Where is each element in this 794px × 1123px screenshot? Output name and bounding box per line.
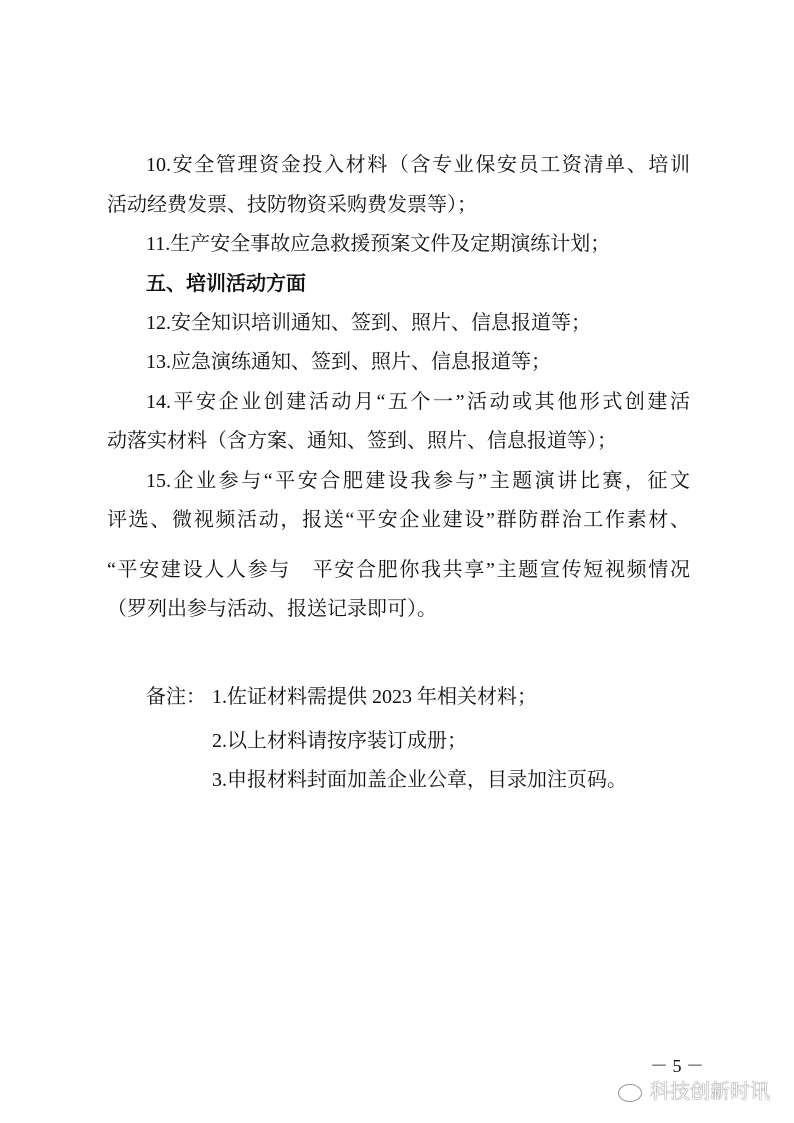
item-14-line2: 动落实材料（含方案、通知、签到、照片、信息报道等）；: [107, 430, 617, 452]
item-10-line2: 活动经费发票、技防物资采购费发票等）；: [107, 194, 477, 216]
item-10-line1: 10.安全管理资金投入材料（含专业保安员工资清单、培训: [146, 154, 690, 176]
watermark: [618, 1075, 770, 1104]
watermark-text: 科技创新时讯: [650, 1079, 770, 1103]
item-12: 12.安全知识培训通知、签到、照片、信息报道等；: [146, 312, 591, 334]
item-13: 13.应急演练通知、签到、照片、信息报道等；: [146, 351, 551, 373]
page-number: － 5 －: [650, 1056, 704, 1076]
note-1: 1.佐证材料需提供 2023 年相关材料；: [212, 686, 537, 708]
wechat-icon: [618, 1084, 642, 1102]
item-15-line2: 评选、微视频活动，报送“平安企业建设”群防群治工作素材、: [107, 509, 690, 531]
item-15-line3: “平安建设人人参与 平安合肥你我共享”主题宣传短视频情况: [107, 559, 690, 581]
section-heading: 五、培训活动方面: [146, 273, 306, 295]
note-2: 2.以上材料请按序装订成册；: [212, 730, 467, 752]
item-15-line1: 15.企业参与“平安合肥建设我参与”主题演讲比赛，征文: [146, 470, 690, 492]
note-3: 3.申报材料封面加盖企业公章，目录加注页码。: [212, 769, 627, 791]
notes-label: 备注：: [146, 686, 206, 708]
item-15-line4: （罗列出参与活动、报送记录即可）。: [107, 598, 437, 620]
item-14-line1: 14.平安企业创建活动月“五个一”活动或其他形式创建活: [146, 391, 690, 413]
item-11: 11.生产安全事故应急救援预案文件及定期演练计划；: [146, 233, 611, 255]
